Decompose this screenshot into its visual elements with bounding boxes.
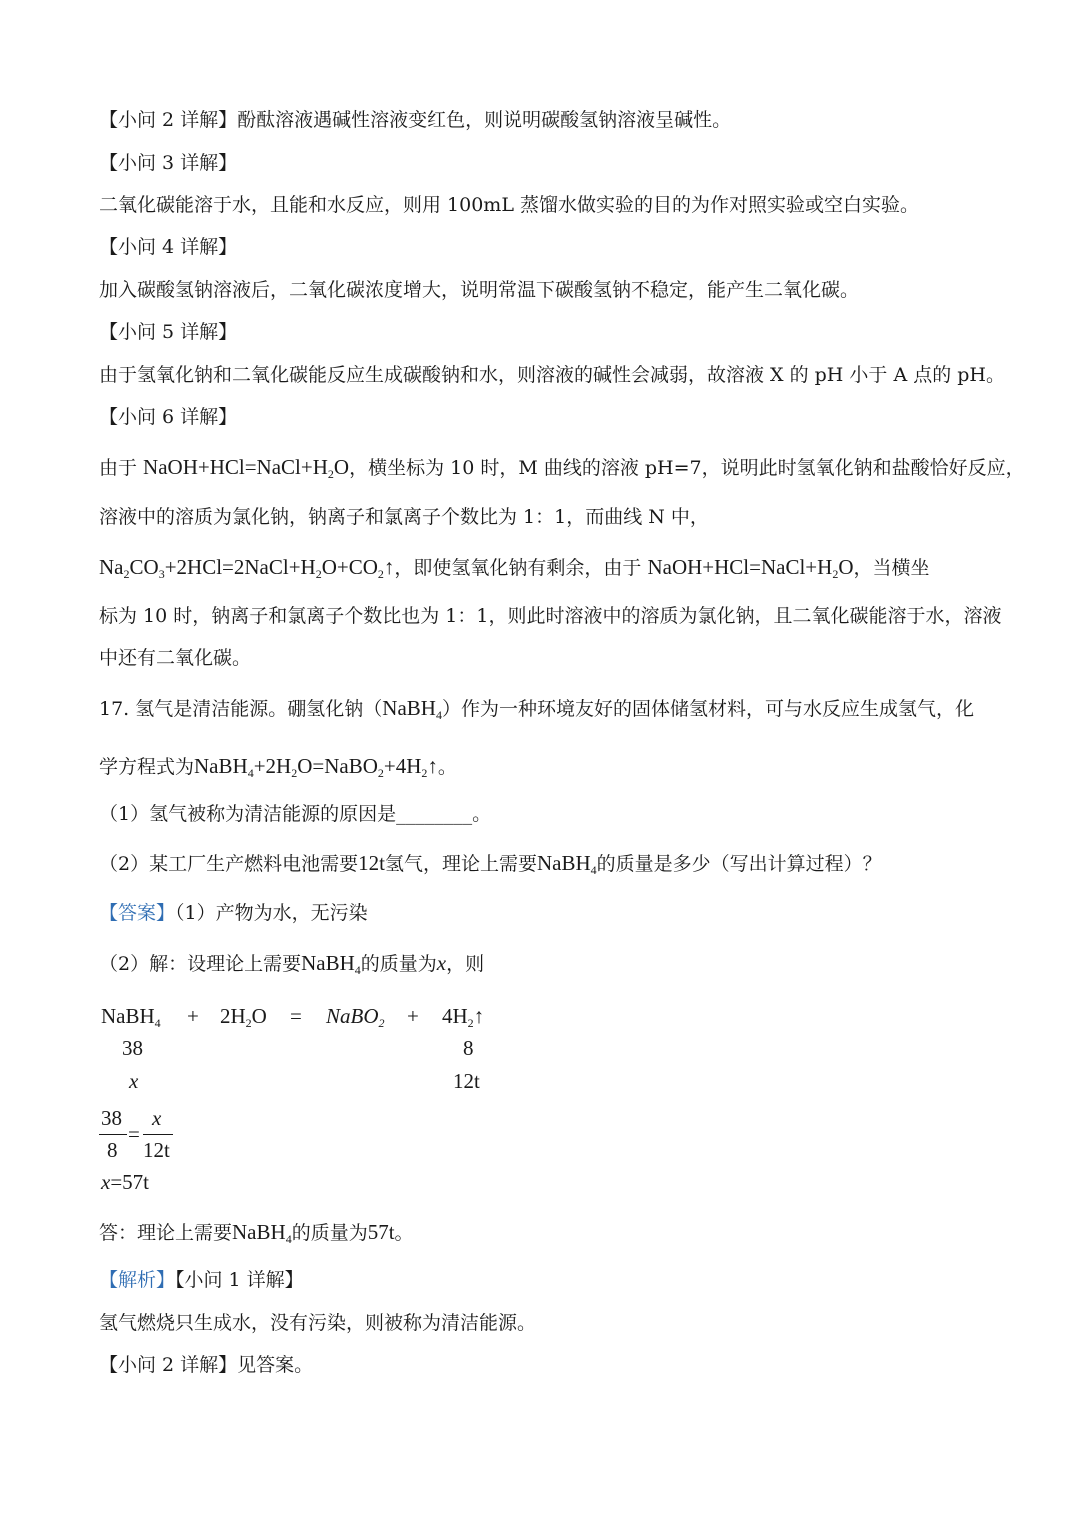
q4-label: 【小问 4 详解】 <box>99 236 238 258</box>
formula-nabh4-4: NaBH$_4$ <box>232 1220 292 1246</box>
q6-line-2: 溶液中的溶质为氯化钠，钠离子和氯离子个数比为 1：1，而曲线 N 中， <box>99 506 709 528</box>
q17-sub2: （2）某工厂生产燃料电池需要12t氢气，理论上需要NaBH$_4$的质量是多少（写出计算过程）？ <box>99 851 882 877</box>
q6-line-5: 中还有二氧化碳。 <box>99 647 252 669</box>
answer-tag: 【答案】 <box>99 902 176 924</box>
calc-2h2o: $2H_2O$ <box>220 1004 267 1030</box>
q17-number: 17. <box>99 698 130 720</box>
formula-nabh4-3: NaBH$_4$ <box>301 951 361 977</box>
formula-main-reaction: $NaBH_4+2H_2O=NaBO_2+4H_2↑$ <box>194 754 438 780</box>
q3-label: 【小问 3 详解】 <box>99 152 238 174</box>
q17-line-1: 17. 氢气是清洁能源。硼氢化钠（NaBH$_4$）作为一种环境友好的固体储氢材料，可与水反应生成氢气，化 <box>99 696 974 722</box>
conclusion: 答：理论上需要NaBH$_4$的质量为57t。 <box>99 1220 414 1246</box>
q6-line-4: 标为 10 时，钠离子和氯离子个数比也为 1：1，则此时溶液中的溶质为氯化钠，且二氧化碳能溶于水，溶液 <box>99 605 1002 627</box>
calc-nabo2: NaBO$_2$ <box>326 1004 385 1030</box>
q6-line-1: 由于 $NaOH+HCl=NaCl+H_2O$，横坐标为 10 时，M 曲线的溶液 pH=7，说明此时氢氧化钠和盐酸恰好反应， <box>99 455 1025 481</box>
calc-molar-left: 38 <box>122 1036 143 1060</box>
q6-label: 【小问 6 详解】 <box>99 406 238 428</box>
calc-4h2: $4H_2↑$ <box>442 1004 485 1030</box>
formula-na2co3-hcl: $Na_2CO_3+2HCl=2NaCl+H_2O+CO_2↑$ <box>99 555 395 581</box>
fraction-bar <box>143 1134 173 1135</box>
calc-molar-right: 8 <box>463 1036 474 1060</box>
analysis-q2: 【小问 2 详解】见答案。 <box>99 1354 314 1376</box>
fraction-bar <box>99 1134 127 1135</box>
analysis-tag: 【解析】 <box>99 1269 176 1291</box>
calc-mass-left: x <box>129 1069 139 1093</box>
q4-text: 加入碳酸氢钠溶液后，二氧化碳浓度增大，说明常温下碳酸氢钠不稳定，能产生二氧化碳。 <box>99 279 860 301</box>
analysis-header: 【解析】【小问 1 详解】 <box>99 1269 304 1291</box>
analysis-text: 氢气燃烧只生成水，没有污染，则被称为清洁能源。 <box>99 1312 537 1334</box>
calc-result: x=57t <box>101 1170 150 1194</box>
formula-nabh4-2: NaBH$_4$ <box>536 851 597 877</box>
calc-mass-right: 12t <box>453 1069 480 1093</box>
q3-text: 二氧化碳能溶于水，且能和水反应，则用 100mL 蒸馏水做实验的目的为作对照实验或空白实验。 <box>99 194 919 216</box>
formula-nabh4: NaBH$_4$ <box>382 696 442 722</box>
q17-sub1: （1）氢气被称为清洁能源的原因是________。 <box>99 803 492 825</box>
q2-explanation <box>99 111 731 130</box>
formula-naoh-hcl-2: $NaOH+HCl=NaCl+H_2O$ <box>647 555 854 581</box>
q17-line-2: 学方程式为$NaBH_4+2H_2O=NaBO_2+4H_2↑$。 <box>99 754 457 780</box>
answer-line-2: （2）解：设理论上需要NaBH$_4$的质量为x，则 <box>99 951 485 977</box>
calc-nabh4: NaBH$_4$ <box>101 1004 161 1030</box>
q2-text: 酚酞溶液遇碱性溶液变红色，则说明碳酸氢钠溶液呈碱性。 <box>237 109 732 131</box>
answer-line-1: 【答案】（1）产物为水，无污染 <box>99 902 368 924</box>
q5-text: 由于氢氧化钠和二氧化碳能反应生成碳酸钠和水，则溶液的碱性会减弱，故溶液 X 的 pH 小于 A 点的 pH。 <box>99 364 1005 386</box>
q2-label: 【小问 2 详解】 <box>99 109 238 131</box>
formula-naoh-hcl: $NaOH+HCl=NaCl+H_2O$ <box>143 455 350 481</box>
q5-label: 【小问 5 详解】 <box>99 321 238 343</box>
q6-line-3: $Na_2CO_3+2HCl=2NaCl+H_2O+CO_2↑$，即使氢氧化钠有剩余，由于 $NaOH+HCl=NaCl+H_2O$，当横坐 <box>99 555 930 581</box>
